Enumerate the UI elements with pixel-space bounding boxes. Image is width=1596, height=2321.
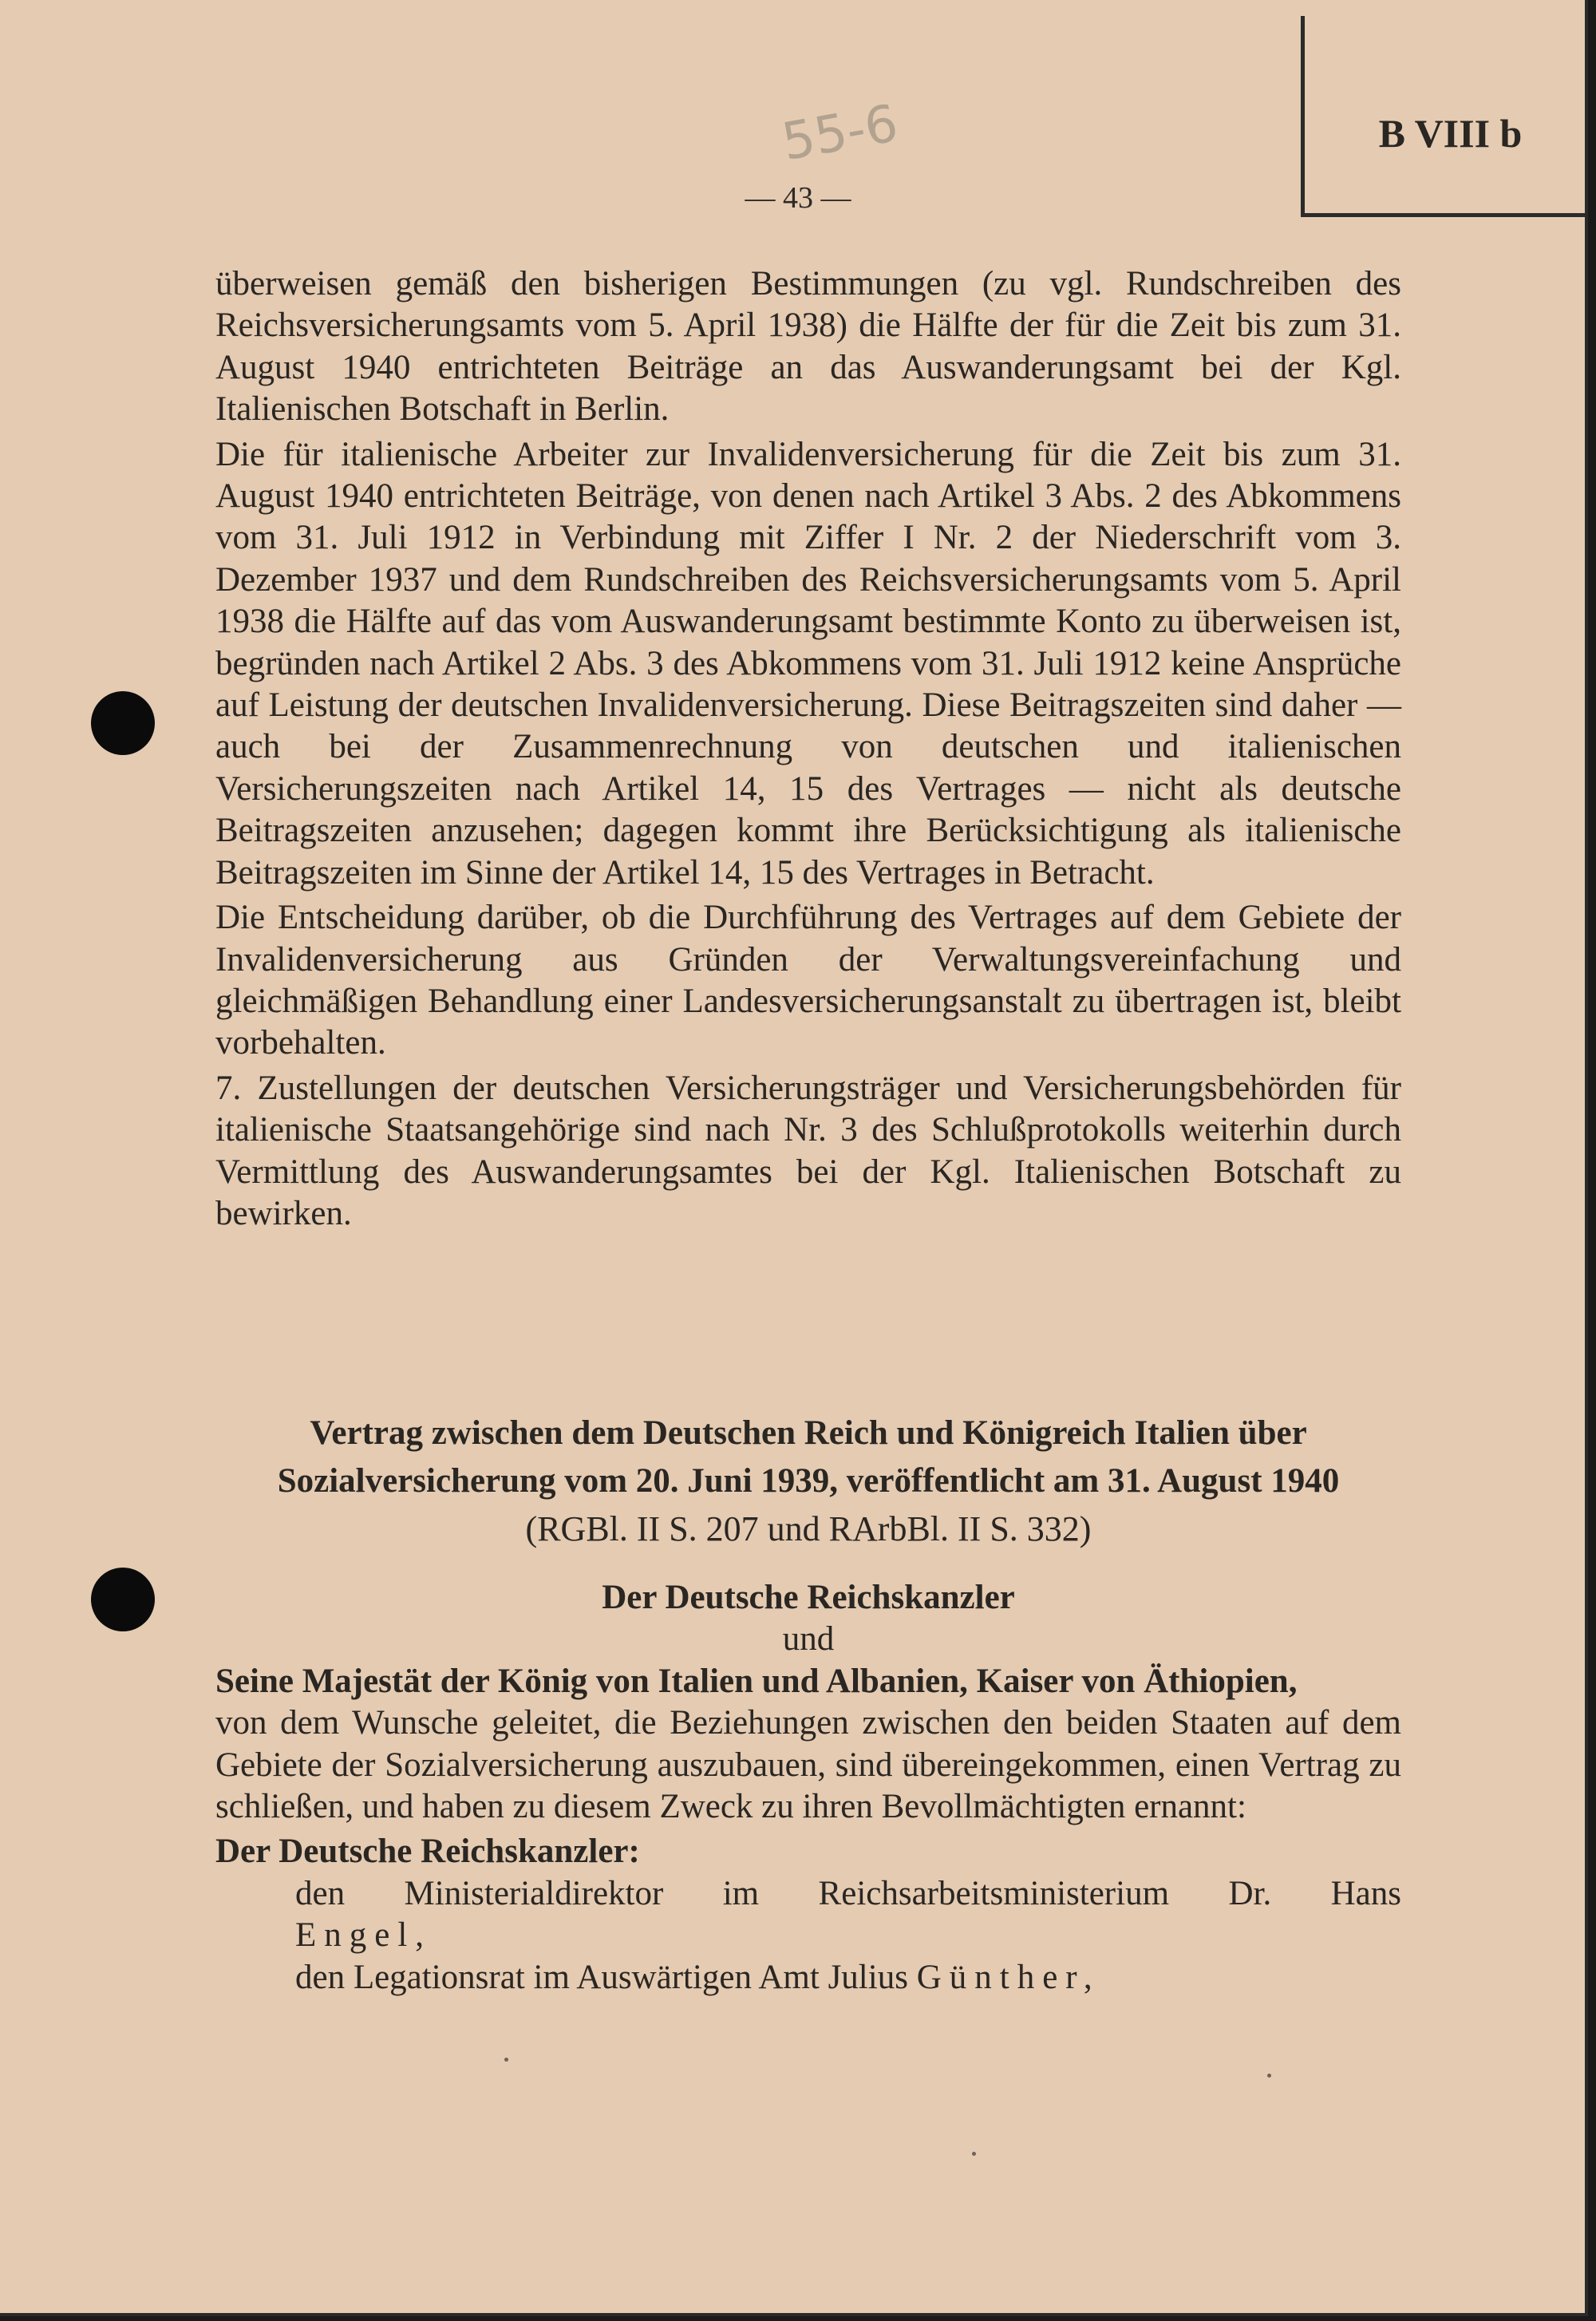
- delegate-2-line: [295, 1957, 1401, 1999]
- punch-hole-lower: [91, 1568, 155, 1631]
- paragraph-2: Die für italienische Arbeiter zur Invalidenversicherung für die Zeit bis zum 31. August 1940 entrichteten Beiträge, von denen nach Artikel 3 Abs. 2 des Abkommens vom 31. Juli 1912 in Verbindung mit Ziffer I Nr. 2 der Niederschrift vom 3. Dezember 1937 und dem Rundschreiben des Reichsversicherungsamts vom 5. April 1938 die Hälfte auf das vom Auswanderungsamt bestimmte Konto zu überweisen ist, begründen nach Artikel 2 Abs. 3 des Abkommens vom 31. Juli 1912 keine Ansprüche auf Leistung der deutschen Invalidenversicherung. Diese Beitragszeiten sind daher — auch bei der Zusammenrechnung von deutschen und italienischen Versicherungszeiten nach Artikel 14, 15 des Vertrages — nicht als deutsche Beitragszeiten anzusehen; dagegen kommt ihre Berücksichtigung als italienische Beitragszeiten im Sinne der Artikel 14, 15 des Vertrages in Betracht.: [215, 435, 1401, 892]
- paragraph-1: überweisen gemäß den bisherigen Bestimmungen (zu vgl. Rundschreiben des Reichsversicherungsamts vom 5. April 1938) die Hälfte der für die Zeit bis zum 31. August 1940 entrichteten Beiträge an das Auswanderungsamt bei der Kgl. Italienischen Botschaft in Berlin.: [215, 265, 1401, 429]
- preamble: von dem Wunsche geleitet, die Beziehungen zwischen den beiden Staaten auf dem Gebiete der Sozialversicherung auszubauen, sind übereingekommen, einen Vertrag zu schließen, und haben zu diesem Zweck zu ihren Bevollmächtigten ernannt:: [215, 1704, 1401, 1826]
- paragraph-3: Die Entscheidung darüber, ob die Durchführung des Vertrages auf dem Gebiete der Invalidenversicherung aus Gründen der Verwaltungsvereinfachung und gleichmäßigen Behandlung einer Landesversicherungsanstalt zu übertragen ist, bleibt vorbehalten.: [215, 899, 1401, 1062]
- delegate-2-name: Günther,: [916, 1958, 1100, 1996]
- treaty-section: [215, 1410, 1401, 1999]
- body-text: [215, 263, 1401, 1235]
- speck: [504, 2058, 508, 2062]
- speck: [1267, 2074, 1271, 2078]
- plenipotentiary-heading: Der Deutsche Reichskanzler:: [215, 1833, 640, 1871]
- delegate-2-role: den Legationsrat im Auswärtigen Amt Julius: [295, 1958, 908, 1996]
- pencil-annotation: 55-6: [777, 93, 903, 173]
- conjunction-und: und: [782, 1620, 835, 1659]
- party-1: Der Deutsche Reichskanzler: [602, 1579, 1015, 1616]
- party-2: Seine Majestät der König von Italien und Albanien, Kaiser von Äthiopien,: [215, 1662, 1298, 1700]
- treaty-title-line-1: Vertrag zwischen dem Deutschen Reich und Königreich Italien über: [310, 1414, 1307, 1452]
- treaty-title-line-2: Sozialversicherung vom 20. Juni 1939, veröffentlicht am 31. August 1940: [277, 1462, 1340, 1500]
- page-number: — 43 —: [745, 181, 851, 215]
- speck: [972, 2152, 976, 2156]
- paragraph-4-item-7: 7. Zustellungen der deutschen Versicherungsträger und Versicherungsbehörden für italienische Staatsangehörige sind nach Nr. 3 des Schlußprotokolls weiterhin durch Vermittlung des Auswanderungsamtes bei der Kgl. Italienischen Botschaft zu bewirken.: [215, 1069, 1401, 1232]
- delegate-1-name: Engel,: [295, 1916, 433, 1955]
- delegate-1-role: den Ministerialdirektor im Reichsarbeitsministerium Dr. Hans: [295, 1874, 1401, 1912]
- punch-hole-upper: [91, 691, 155, 755]
- section-code: B VIII b: [1378, 111, 1523, 156]
- treaty-reference: (RGBl. II S. 207 und RArbBl. II S. 332): [525, 1509, 1092, 1548]
